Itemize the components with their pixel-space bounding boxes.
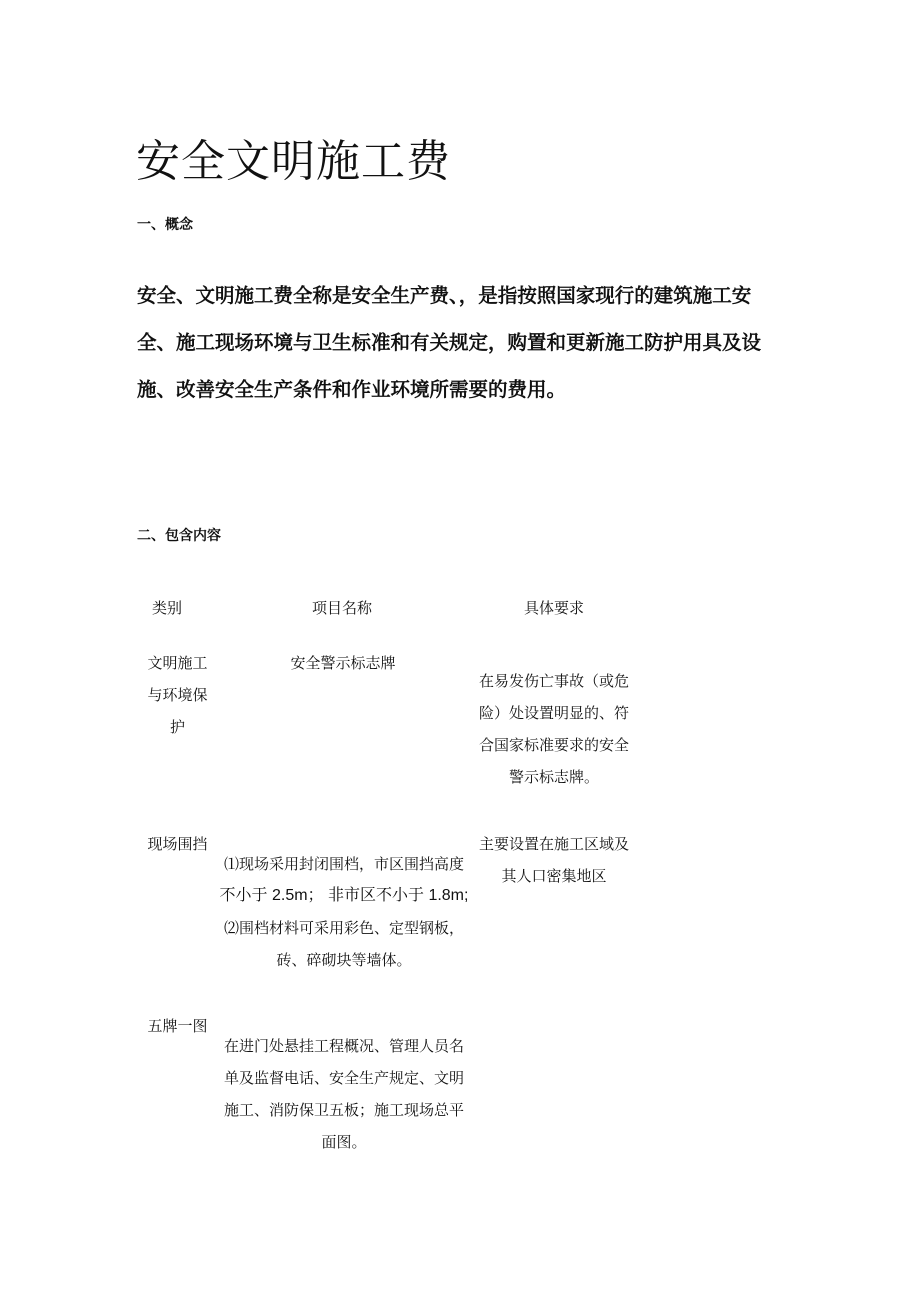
cell-line: 单及监督电话、安全生产规定、文明 [223,1069,464,1087]
cell-line: 施工、消防保卫五板；施工现场总平 [223,1101,464,1119]
cell-line: ⑵围档材料可采用彩色、定型钢板， [223,919,464,937]
table-header-category: 类别 [152,599,183,617]
table-row-3-item [216,1030,472,1158]
paragraph-line: 施、改善安全生产条件和作业环境所需要的费用。 [137,378,567,401]
cell-line: 文明施工 [147,654,208,672]
cell-line: 面图。 [321,1133,367,1151]
table-header-requirement: 具体要求 [524,599,585,617]
table-row-3-category [140,1010,215,1042]
cell-line: 与环境保 [147,686,208,704]
table-row-2-category [140,828,215,860]
cell-line: 险）处设置明显的、符 [478,704,629,722]
cell-line: 在易发伤亡事故（或危 [478,672,629,690]
page-title: 安全文明施工费 [136,136,451,187]
cell-line: 砖、碎砌块等墙体。 [276,951,412,969]
cell-line: 警示标志牌。 [508,768,599,786]
cell-line: 安全警示标志牌 [290,654,396,672]
table-row-2-item [216,848,472,976]
concept-paragraph [137,272,797,413]
table-row-1-category [140,647,215,743]
section-heading-contents: 二、包含内容 [137,528,221,544]
cell-line: 合国家标准要求的安全 [478,736,629,754]
cell-line: 五牌一图 [147,1017,208,1035]
cell-line: 现场围挡 [147,835,208,853]
cell-line: ⑴现场采用封闭围档，市区围挡高度 [223,855,464,873]
table-row-1-requirement [470,665,638,793]
table-row-2-requirement [470,828,638,892]
cell-line: 不小于 2.5m； 非市区不小于 1.8m; [219,887,469,904]
paragraph-line: 全、施工现场环境与卫生标准和有关规定，购置和更新施工防护用具及设 [137,331,762,354]
cell-line: 护 [169,718,185,736]
section-heading-concept: 一、概念 [137,217,193,233]
paragraph-line: 安全、文明施工费全称是安全生产费、，是指按照国家现行的建筑施工安 [137,284,752,307]
table-row-1-item [270,647,416,679]
cell-line: 其人口密集地区 [501,867,607,885]
cell-line: 在进门处悬挂工程概况、管理人员名 [223,1037,464,1055]
table-header-item: 项目名称 [312,599,373,617]
cell-line: 主要设置在施工区域及 [478,835,629,853]
